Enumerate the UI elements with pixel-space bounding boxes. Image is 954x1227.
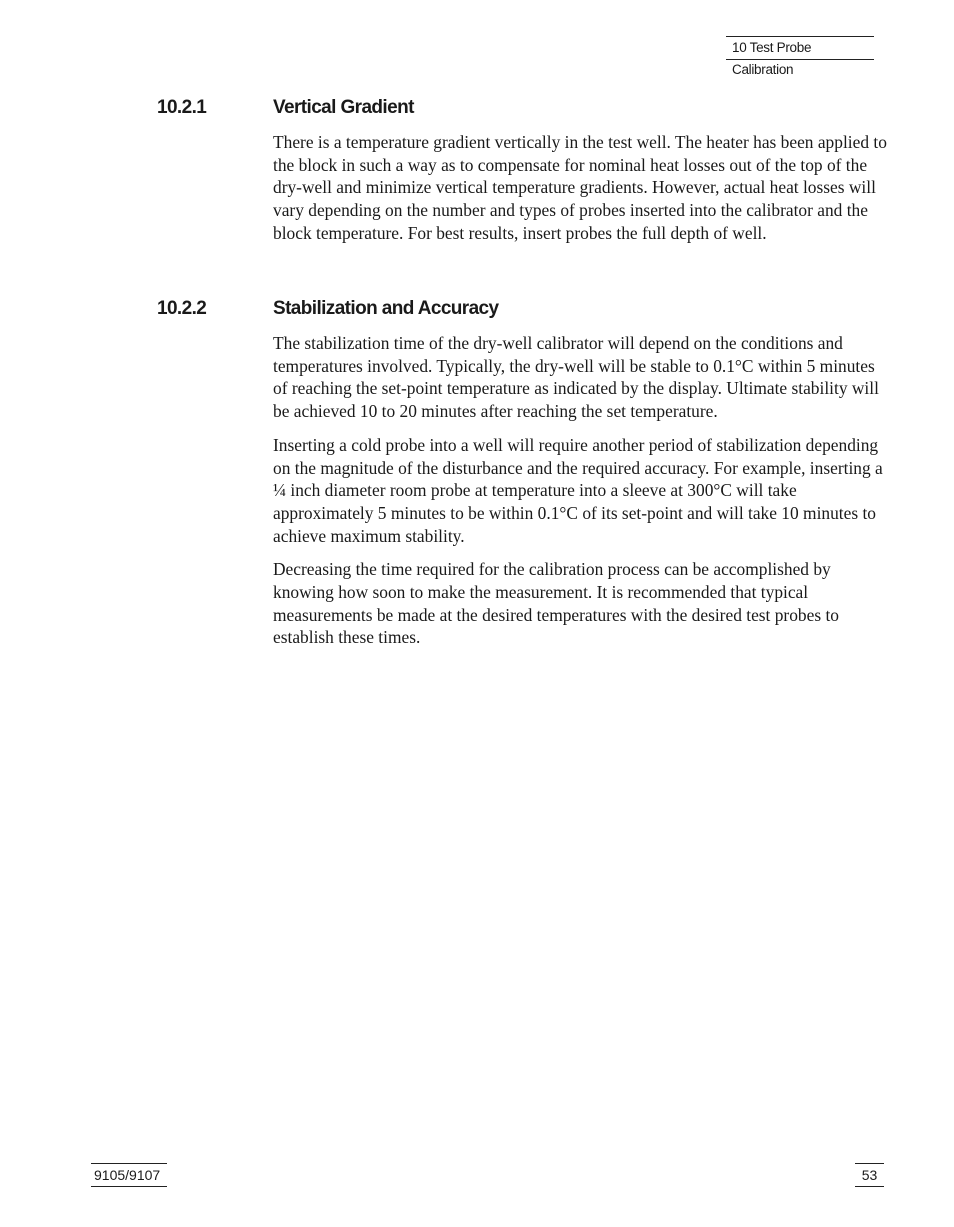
paragraph: Decreasing the time required for the calibration process can be accomplished by knowing how soon to make the measurement. It is recommended that typical measurements be made at the desired temperatures with the desired test probes to establish these times. (273, 559, 839, 648)
section-heading (157, 97, 887, 123)
paragraph: The stabilization time of the dry-well calibrator will depend on the conditions and temperatures involved. Typically, the dry-well will be stable to 0.1°C within 5 minutes of reaching the set-point temperature as indicated by the display. Ultimate stability will be achieved 10 to 20 minutes after reaching the set temperature. (273, 333, 879, 422)
paragraph: There is a temperature gradient vertically in the test well. The heater has been applied to the block in such a way as to compensate for nominal heat losses out of the top of the dry-well and minimize vertical temperature gradients. However, actual heat losses will vary depending on the number and types of probes inserted into the calibrator and the block temperature. For best results, insert probes the full depth of well. (273, 132, 887, 243)
section-body (273, 131, 887, 245)
section-number: 10.2.2 (157, 298, 207, 319)
running-header: 10 Test Probe Calibration (726, 36, 874, 60)
section-heading (157, 298, 887, 324)
footer-page-number: 53 (855, 1163, 884, 1187)
section-number: 10.2.1 (157, 97, 207, 118)
section-title: Stabilization and Accuracy (273, 298, 499, 319)
section-stabilization-and-accuracy (157, 298, 887, 660)
paragraph: Inserting a cold probe into a well will require another period of stabilization depending on the magnitude of the disturbance and the required accuracy. For example, inserting a ¼ inch diameter room probe at temperature into a sleeve at 300°C will take approximately 5 minutes to be within 0.1°C of its set-point and will take 10 minutes to achieve maximum stability. (273, 434, 883, 546)
section-vertical-gradient (157, 97, 887, 256)
footer-model-number: 9105/9107 (91, 1163, 167, 1187)
section-body (273, 332, 887, 649)
section-title: Vertical Gradient (273, 97, 414, 118)
